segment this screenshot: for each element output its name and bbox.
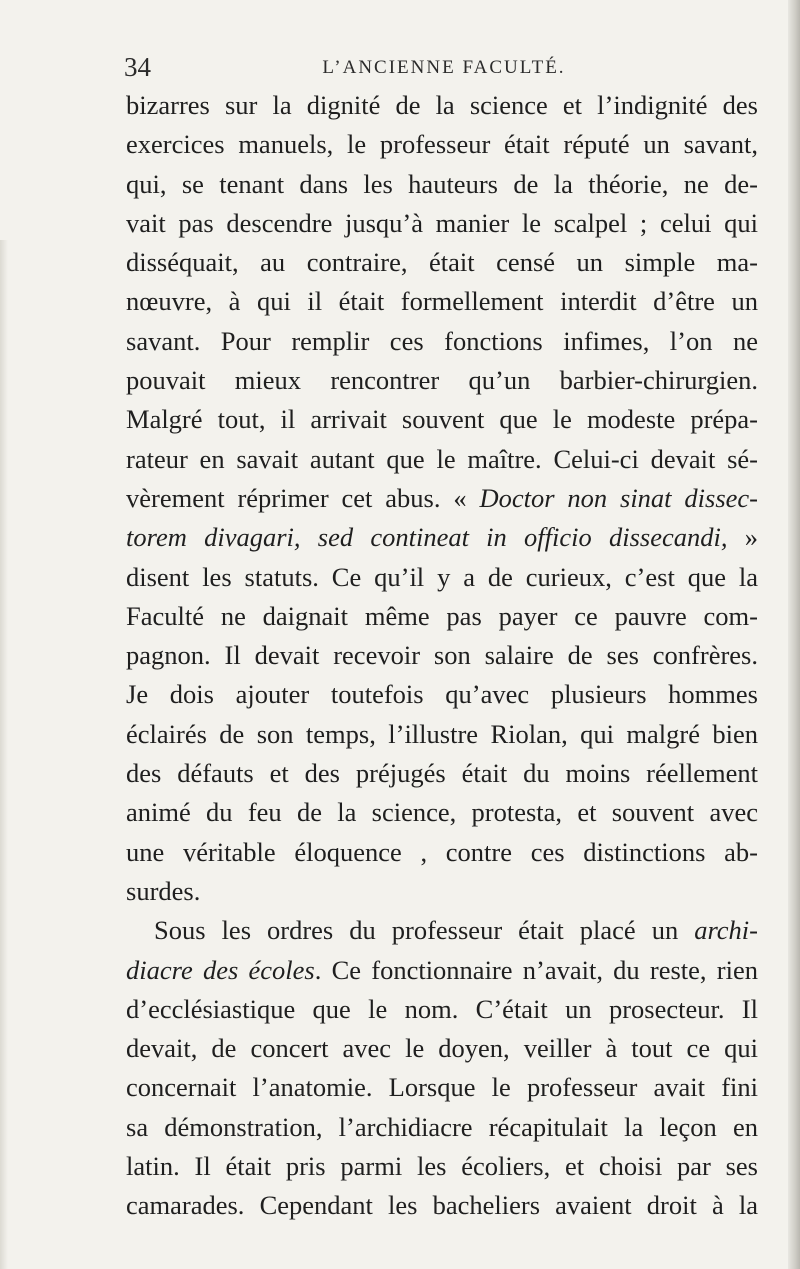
page-header <box>124 52 764 86</box>
page-right-edge <box>788 0 800 1269</box>
text-line: d’ecclésiastique que le nom. C’était un prosecteur. Il <box>126 993 758 1024</box>
text-line: Sous les ordres du professeur était placé un archi- <box>154 915 758 946</box>
text-line: une véritable éloquence , contre ces distinctions ab- <box>126 836 758 867</box>
italic-term: diacre des écoles <box>126 954 315 985</box>
text-line: éclairés de son temps, l’illustre Riolan, qui malgré bien <box>126 718 758 749</box>
text-line: devait, de concert avec le doyen, veiller à tout ce qui <box>126 1033 758 1064</box>
text-line: vait pas descendre jusqu’à manier le scalpel ; celui qui <box>126 207 758 238</box>
text-line: camarades. Cependant les bacheliers avaient droit à la <box>126 1190 758 1221</box>
text-line: Malgré tout, il arrivait souvent que le modeste prépa- <box>126 404 758 435</box>
text-line: rateur en savait autant que le maître. Celui-ci devait sé- <box>126 443 758 474</box>
text-line: concernait l’anatomie. Lorsque le professeur avait fini <box>126 1072 758 1103</box>
page-left-edge <box>0 240 8 1269</box>
latin-quote: Doctor non sinat dissec- <box>479 482 758 513</box>
latin-quote: torem divagari, sed contineat in officio dissecandi, <box>126 522 728 553</box>
text-line: surdes. <box>126 875 201 906</box>
text-line: pouvait mieux rencontrer qu’un barbier-chirurgien. <box>126 365 758 396</box>
text-line: vèrement réprimer cet abus. « Doctor non sinat dissec- <box>126 482 758 513</box>
text-line: exercices manuels, le professeur était réputé un savant, <box>126 129 758 160</box>
italic-term: archi- <box>694 915 758 946</box>
text-line: disséquait, au contraire, était censé un simple ma- <box>126 247 758 278</box>
text-line: qui, se tenant dans les hauteurs de la théorie, ne de- <box>126 168 758 199</box>
text-line: diacre des écoles. Ce fonctionnaire n’avait, du reste, rien <box>126 954 758 985</box>
text-line: latin. Il était pris parmi les écoliers, et choisi par ses <box>126 1151 758 1182</box>
running-title: L’ANCIENNE FACULTÉ. <box>322 57 566 78</box>
text-line: animé du feu de la science, protesta, et souvent avec <box>126 797 758 828</box>
text-line: Je dois ajouter toutefois qu’avec plusieurs hommes <box>126 679 758 710</box>
text-line: Faculté ne daignait même pas payer ce pauvre com- <box>126 600 758 631</box>
text-line: nœuvre, à qui il était formellement interdit d’être un <box>126 286 758 317</box>
body-text <box>126 86 758 1226</box>
text-line: sa démonstration, l’archidiacre récapitulait la leçon en <box>126 1111 758 1142</box>
text-line: savant. Pour remplir ces fonctions infimes, l’on ne <box>126 325 758 356</box>
page-number: 34 <box>124 52 151 82</box>
text-line: des défauts et des préjugés était du moins réellement <box>126 758 758 789</box>
text-line: pagnon. Il devait recevoir son salaire de ses confrères. <box>126 640 758 671</box>
text-line: bizarres sur la dignité de la science et l’indignité des <box>126 90 758 120</box>
text-line: disent les statuts. Ce qu’il y a de curieux, c’est que la <box>126 561 758 592</box>
text-line: torem divagari, sed contineat in officio dissecandi, » <box>126 522 758 553</box>
